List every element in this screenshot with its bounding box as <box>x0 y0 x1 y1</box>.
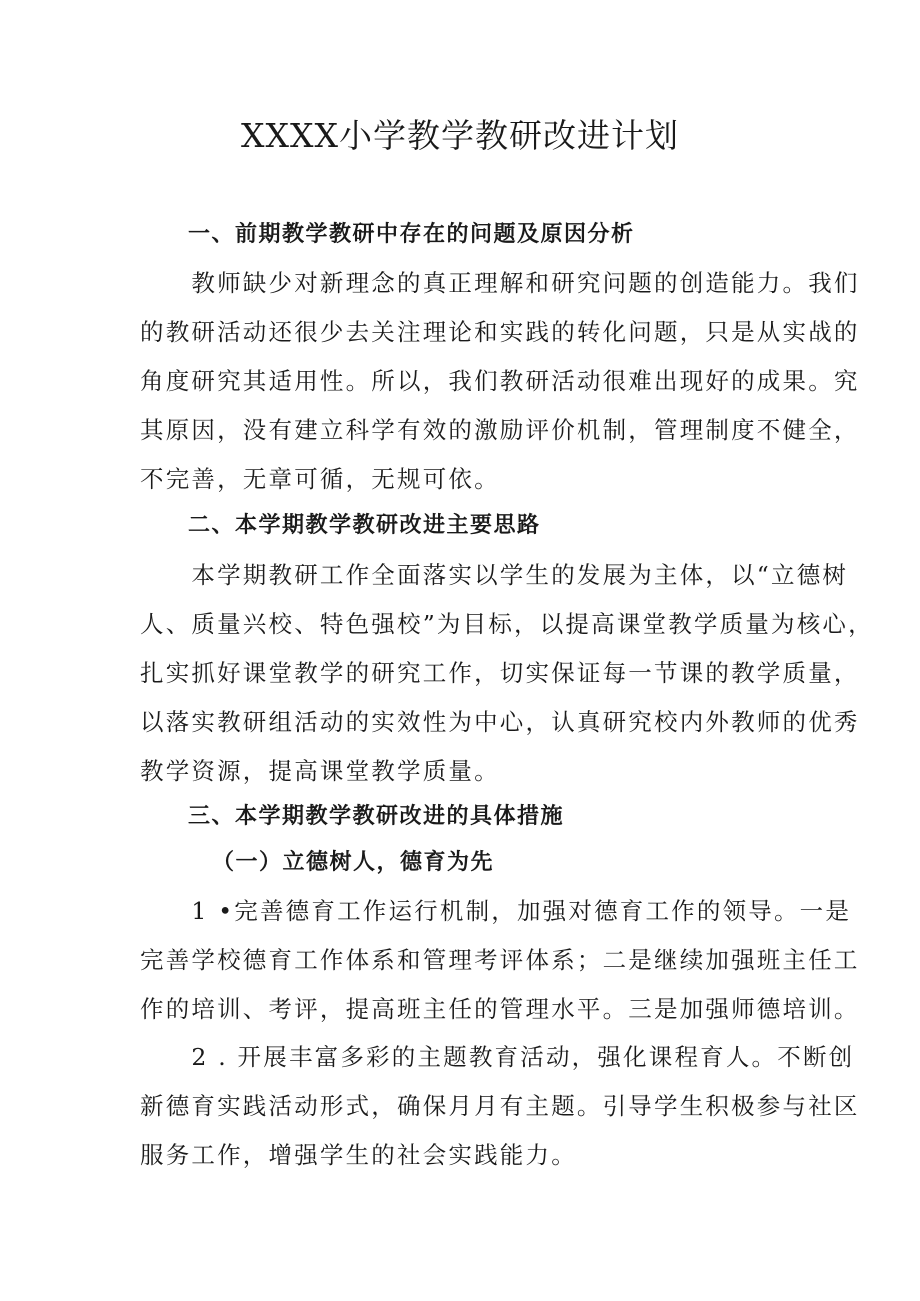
section-1-paragraph <box>140 259 860 504</box>
item-1-paragraph <box>140 887 860 1034</box>
document-title: XXXX小学教学教研改进计划 <box>241 116 679 155</box>
paragraph-line: 1 •完善德育工作运行机制，加强对德育工作的领导。一是 <box>140 897 852 925</box>
section-3-heading: 三、本学期教学教研改进的具体措施 <box>188 804 565 829</box>
section-3-subheading: （一）立德树人，德育为先 <box>212 850 495 875</box>
paragraph-line: 作的培训、考评，提高班主任的管理水平。三是加强师德培训。 <box>140 995 860 1023</box>
paragraph-line: 教师缺少对新理念的真正理解和研究问题的创造能力。我们 <box>140 269 860 297</box>
item-2-paragraph <box>140 1033 860 1180</box>
paragraph-line: 人、质量兴校、特色强校”为目标，以提高课堂教学质量为核心， <box>140 610 874 638</box>
paragraph-line: 完善学校德育工作体系和管理考评体系；二是继续加强班主任工 <box>140 946 860 974</box>
paragraph-line: 本学期教研工作全面落实以学生的发展为主体，以“立德树 <box>140 561 849 589</box>
paragraph-line: 角度研究其适用性。所以，我们教研活动很难出现好的成果。究 <box>140 367 860 395</box>
paragraph-line: 教学资源，提高课堂教学质量。 <box>140 757 500 785</box>
section-1-heading: 一、前期教学教研中存在的问题及原因分析 <box>188 222 635 247</box>
paragraph-line: 不完善，无章可循，无规可依。 <box>140 465 500 493</box>
section-2-heading: 二、本学期教学教研改进主要思路 <box>188 513 541 538</box>
paragraph-line: 新德育实践活动形式，确保月月有主题。引导学生积极参与社区 <box>140 1092 860 1120</box>
paragraph-line: 扎实抓好课堂教学的研究工作，切实保证每一节课的教学质量， <box>140 659 860 687</box>
paragraph-line: 服务工作，增强学生的社会实践能力。 <box>140 1141 577 1169</box>
paragraph-line: 的教研活动还很少去关注理论和实践的转化问题，只是从实战的 <box>140 318 860 346</box>
section-2-paragraph <box>140 551 874 796</box>
paragraph-line: 其原因，没有建立科学有效的激励评价机制，管理制度不健全， <box>140 416 860 444</box>
paragraph-line: 以落实教研组活动的实效性为中心，认真研究校内外教师的优秀 <box>140 708 860 736</box>
paragraph-line: 2 . 开展丰富多彩的主题教育活动，强化课程育人。不断创 <box>140 1043 855 1071</box>
